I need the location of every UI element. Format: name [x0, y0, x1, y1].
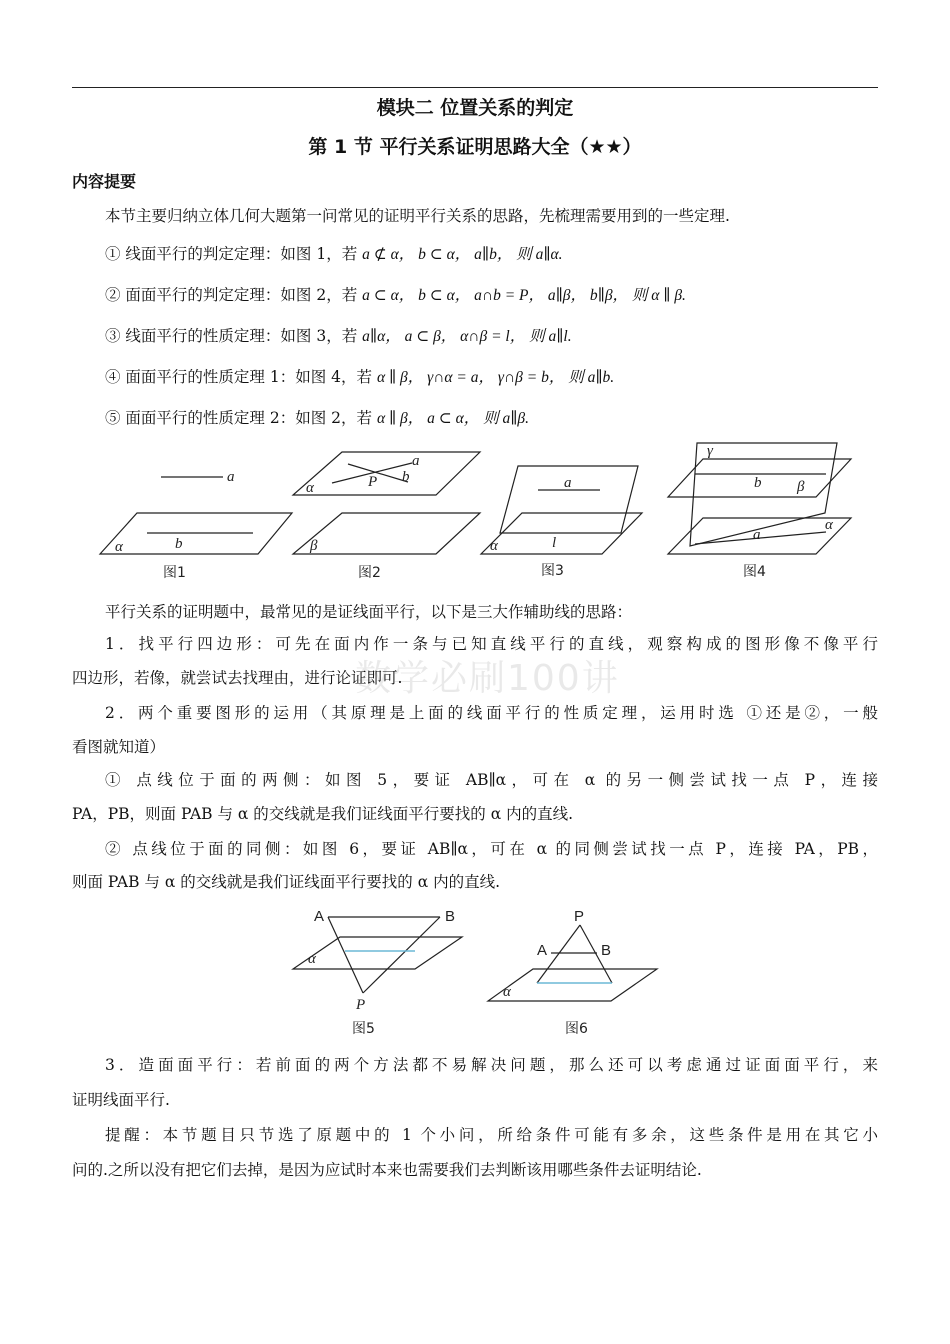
fig2-label-beta: β: [310, 538, 318, 554]
figure-6: [485, 905, 665, 1040]
fig4-label-a: a: [753, 527, 761, 543]
method-1-line-2: 四边形，若像，就尝试去找理由，进行论证即可.: [72, 669, 403, 687]
method-2-line-1: 2．两个重要图形的运用（其原理是上面的线面平行的性质定理，运用时选 ①还是②，一般: [105, 704, 878, 722]
fig6-caption: 图6: [565, 1021, 588, 1037]
theorem-1: [105, 244, 878, 265]
intro-text: 本节主要归纳立体几何大题第一问常见的证明平行关系的思路，先梳理需要用到的一些定理.: [105, 207, 730, 225]
fig2-label-a: a: [412, 453, 420, 469]
fig2-label-p: P: [368, 474, 378, 490]
theorem-5: [105, 408, 878, 429]
section-title: 第 1 节 平行关系证明思路大全（★★）: [308, 136, 642, 158]
method-3-line-2: 证明线面平行.: [72, 1091, 170, 1109]
fig3-label-alpha: α: [490, 538, 498, 554]
fig4-label-alpha: α: [825, 517, 833, 533]
top-rule: [72, 87, 878, 88]
case-2-line-1: ② 点线位于面的同侧：如图 6，要证 AB∥α，可在 α 的同侧尝试找一点 P，连接 PA，PB，: [105, 840, 878, 858]
fig2-plane-beta: [293, 513, 480, 554]
theorem-3-math: a∥α， a ⊂ β， α∩β = l， 则 a∥l.: [362, 328, 572, 345]
fig2-plane-alpha: [293, 452, 480, 495]
fig1-label-alpha: α: [115, 539, 123, 555]
fig5-label-a: A: [314, 908, 325, 925]
reminder-line-1: 提醒：本节题目只节选了原题中的 1 个小问，所给条件可能有多余，这些条件是用在其它小: [105, 1126, 878, 1144]
theorem-2: [105, 285, 878, 306]
fig1-label-a: a: [227, 469, 235, 485]
theorem-2-math: a ⊂ α， b ⊂ α， a∩b = P， a∥β， b∥β， 则 α ∥ β.: [362, 287, 686, 304]
fig4-caption: 图4: [743, 564, 766, 580]
theorem-4-math: α ∥ β， γ∩α = a， γ∩β = b， 则 a∥b.: [376, 369, 615, 386]
fig3-label-l: l: [552, 535, 557, 551]
fig4-label-beta: β: [797, 479, 805, 495]
reminder-line-2: 问的.之所以没有把它们去掉，是因为应试时本来也需要我们去判断该用哪些条件去证明结论.: [72, 1161, 702, 1179]
method-2-line-2: 看图就知道）: [72, 738, 166, 756]
theorem-5-math: α ∥ β， a ⊂ α， 则 a∥β.: [376, 410, 529, 427]
fig6-label-a: A: [537, 942, 548, 959]
figure-4: [665, 438, 855, 583]
fig4-label-gamma: γ: [707, 443, 713, 459]
methods-intro: 平行关系的证明题中，最常见的是证线面平行，以下是三大作辅助线的思路：: [105, 603, 633, 621]
figure-3: [478, 460, 658, 585]
method-3-line-1: 3．造面面平行：若前面的两个方法都不易解决问题，那么还可以考虑通过证面面平行，来: [105, 1056, 878, 1074]
fig5-label-p: P: [356, 997, 366, 1013]
fig5-plane-alpha: [293, 937, 462, 969]
fig3-label-a: a: [564, 475, 572, 491]
figure-5: [290, 905, 470, 1040]
fig2-caption: 图2: [358, 565, 381, 581]
watermark: 数学必刷100讲: [355, 658, 620, 699]
theorem-3-label: ③ 线面平行的性质定理：如图 3，若: [105, 327, 358, 345]
figure-1: [95, 460, 275, 585]
method-1-line-1: 1．找平行四边形：可先在面内作一条与已知直线平行的直线，观察构成的图形像不像平行: [105, 635, 878, 653]
fig6-label-b: B: [601, 942, 612, 959]
case-1-line-1: ① 点线位于面的两侧：如图 5，要证 AB∥α，可在 α 的另一侧尝试找一点 P，连接: [105, 771, 878, 789]
fig5-line-pa: [328, 917, 363, 993]
fig1-label-b: b: [175, 536, 183, 552]
fig5-label-alpha: α: [308, 951, 316, 967]
fig4-label-b: b: [754, 475, 762, 491]
case-1-line-2: PA，PB，则面 PAB 与 α 的交线就是我们证线面平行要找的 α 内的直线.: [72, 805, 574, 823]
fig5-label-b: B: [445, 908, 456, 925]
theorem-5-label: ⑤ 面面平行的性质定理 2：如图 2，若: [105, 409, 373, 427]
theorem-4-label: ④ 面面平行的性质定理 1：如图 4，若: [105, 368, 373, 386]
fig3-caption: 图3: [541, 563, 564, 579]
theorem-2-label: ② 面面平行的判定定理：如图 2，若: [105, 286, 358, 304]
fig5-caption: 图5: [352, 1021, 375, 1037]
theorem-1-math: a ⊄ α， b ⊂ α， a∥b， 则 a∥α.: [362, 246, 563, 263]
fig5-line-pb: [363, 917, 440, 993]
fig2-label-b: b: [402, 469, 410, 485]
fig1-caption: 图1: [163, 565, 186, 581]
fig6-plane-alpha: [488, 969, 657, 1001]
fig4-line-a: [695, 532, 826, 544]
case-2-line-2: 则面 PAB 与 α 的交线就是我们证线面平行要找的 α 内的直线.: [72, 873, 501, 891]
figure-2: [290, 448, 470, 585]
fig2-label-alpha: α: [306, 480, 314, 496]
theorem-1-label: ① 线面平行的判定定理：如图 1，若: [105, 245, 358, 263]
fig6-label-p: P: [574, 908, 585, 925]
module-title: 模块二 位置关系的判定: [376, 97, 574, 119]
fig6-label-alpha: α: [503, 984, 511, 1000]
theorem-4: [105, 367, 878, 388]
theorem-3: [105, 326, 878, 347]
summary-heading: 内容提要: [72, 172, 137, 191]
